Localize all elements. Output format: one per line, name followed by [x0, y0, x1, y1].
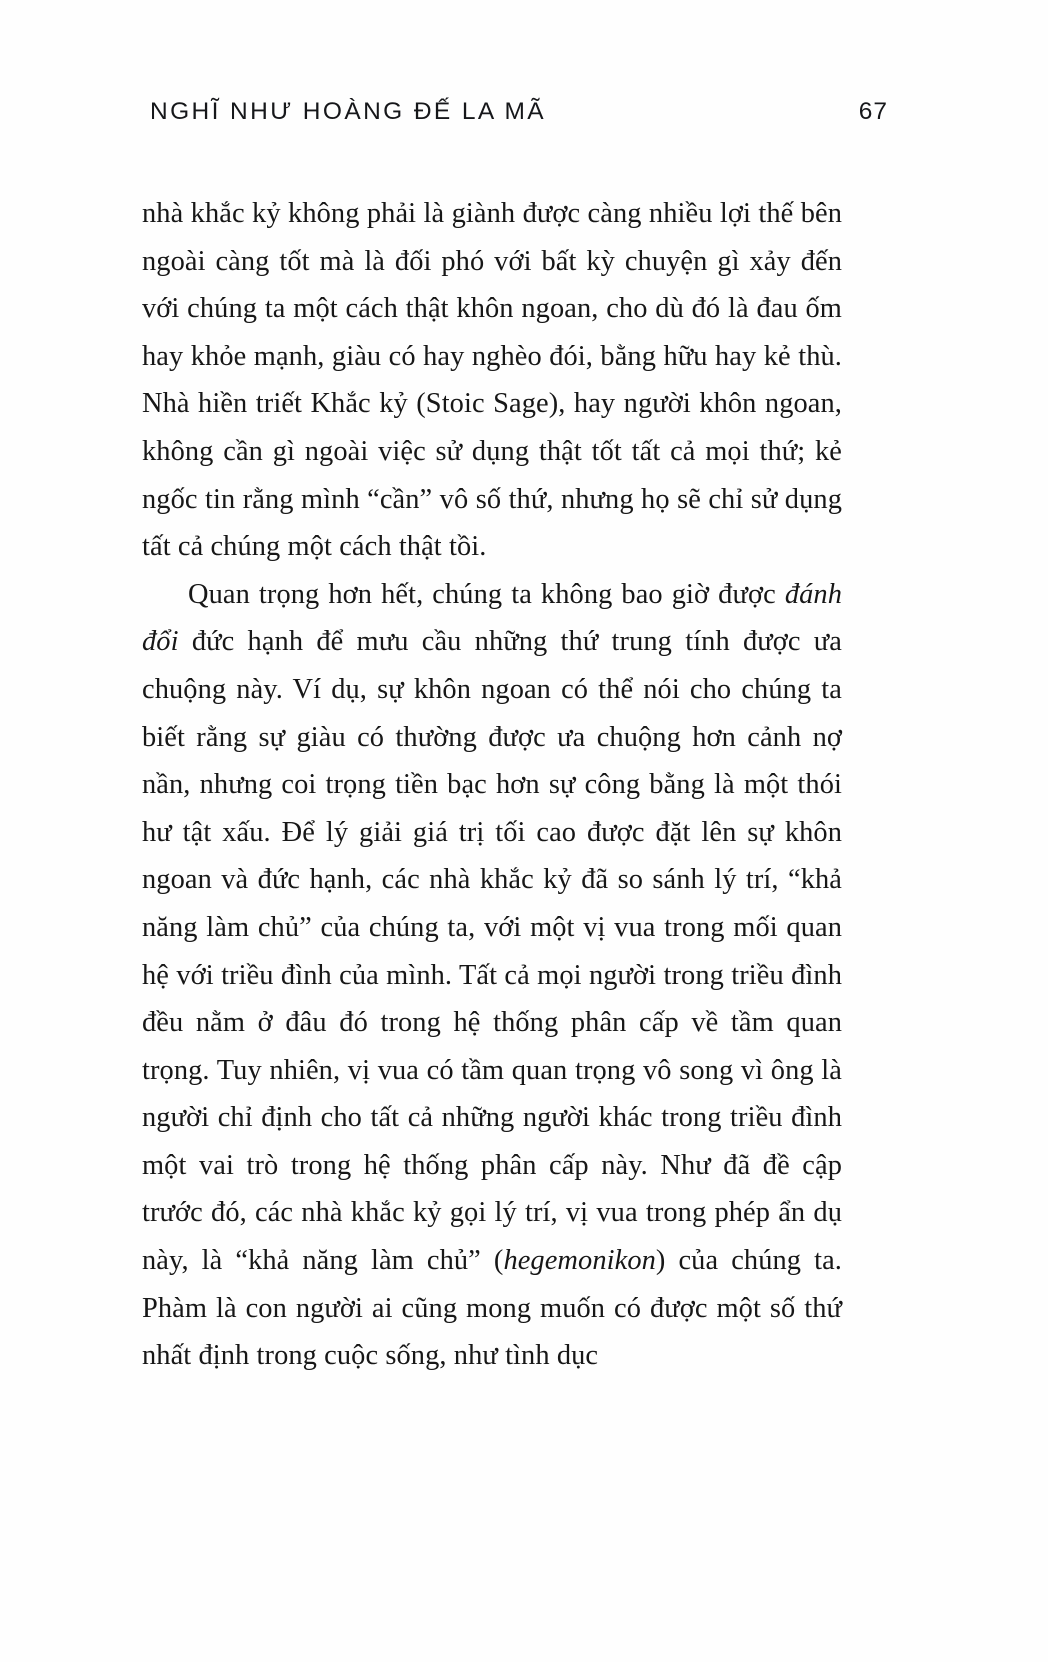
text-run: nhà khắc kỷ không phải là giành được càng nhiều lợi thế bên ngoài càng tốt mà là đối phó với bất kỳ chuyện gì xảy đến với chúng ta một cách thật khôn ngoan, cho dù đó là đau ốm hay khỏe mạnh, giàu có hay nghèo đói, bằng hữu hay kẻ thù. Nhà hiền triết Khắc kỷ (Stoic Sage), hay người khôn ngoan, không cần gì ngoài việc sử dụng thật tốt tất cả mọi thứ; kẻ ngốc tin rằng mình “cần” vô số thứ, nhưng họ sẽ chỉ sử dụng tất cả chúng một cách thật tồi.: [142, 198, 842, 563]
running-head-title: NGHĨ NHƯ HOÀNG ĐẾ LA MÃ: [150, 98, 547, 125]
para-continued: [142, 190, 842, 571]
running-head: [142, 98, 906, 132]
text-run: đức hạnh để mưu cầu những thứ trung tính được ưa chuộng này. Ví dụ, sự khôn ngoan có thể nói cho chúng ta biết rằng sự giàu có thường được ưa chuộng hơn cảnh nợ nần, nhưng coi trọng tiền bạc hơn sự công bằng là một thói hư tật xấu. Để lý giải giá trị tối cao được đặt lên sự khôn ngoan và đức hạnh, các nhà khắc kỷ đã so sánh lý trí, “khả năng làm chủ” của chúng ta, với một vị vua trong mối quan hệ với triều đình của mình. Tất cả mọi người trong triều đình đều nằm ở đâu đó trong hệ thống phân cấp về tầm quan trọng. Tuy nhiên, vị vua có tầm quan trọng vô song vì ông là người chỉ định cho tất cả những người khác trong triều đình một vai trò trong hệ thống phân cấp này. Như đã đề cập trước đó, các nhà khắc kỷ gọi lý trí, vị vua trong phép ẩn dụ này, là “khả năng làm chủ” (: [142, 626, 842, 1277]
page-number: 67: [858, 98, 888, 125]
emphasis-text: đánh đổi: [142, 578, 842, 658]
body-text: [142, 190, 842, 1380]
text-run: ) của chúng ta. Phàm là con người ai cũng mong muốn có được một số thứ nhất định trong cuộc sống, như tình dục: [142, 1245, 842, 1372]
para-second: [142, 571, 842, 1380]
emphasis-text: hegemonikon: [503, 1245, 656, 1277]
text-run: Quan trọng hơn hết, chúng ta không bao giờ được: [188, 578, 785, 610]
